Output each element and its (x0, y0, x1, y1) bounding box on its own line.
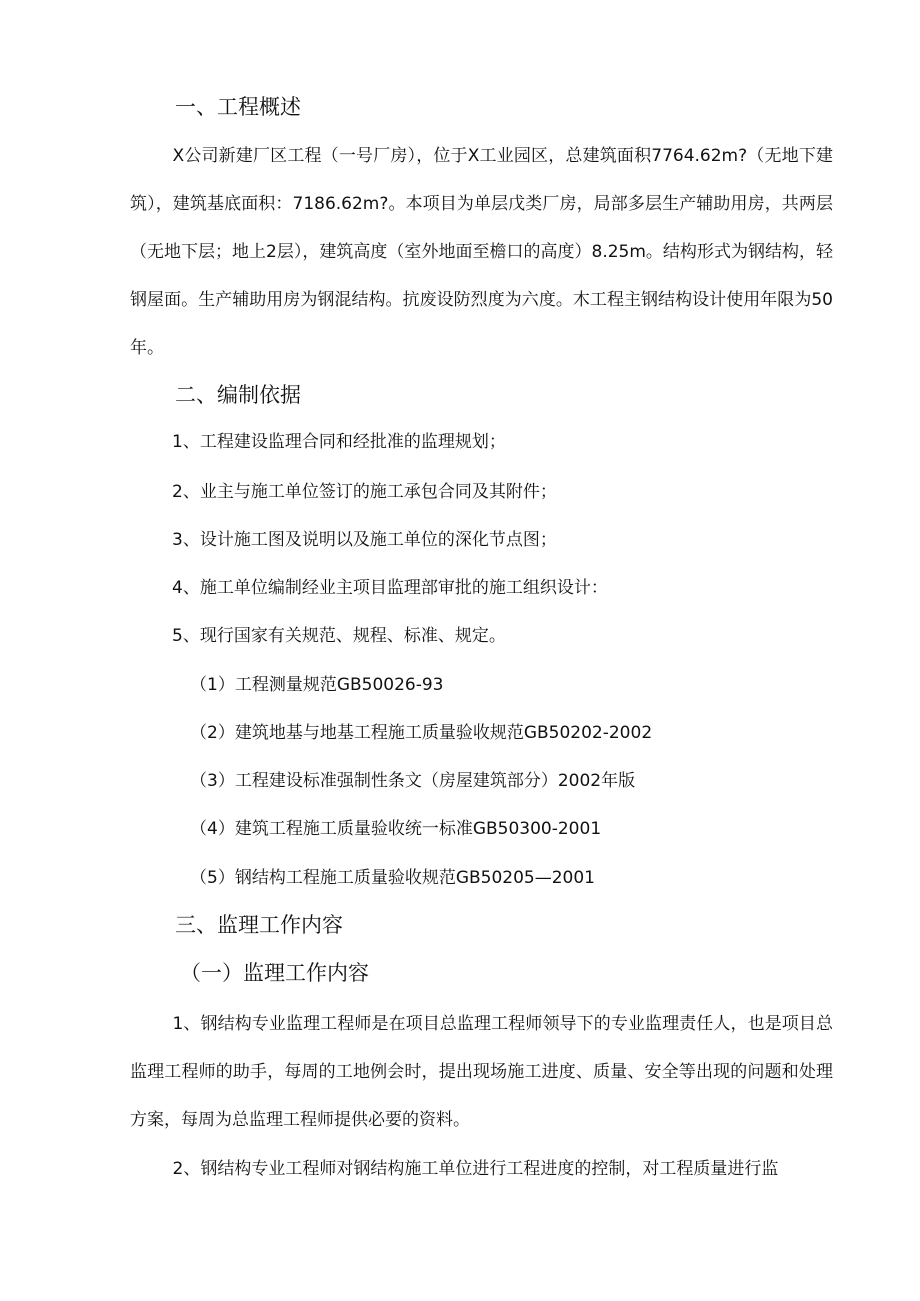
section-heading-basis: 二、编制依据 (175, 383, 301, 407)
standard-item: （1）工程测量规范GB50026-93 (190, 675, 444, 695)
basis-item: 3、设计施工图及说明以及施工单位的深化节点图； (172, 530, 557, 550)
basis-item: 4、施工单位编制经业主项目监理部审批的施工组织设计： (172, 578, 608, 598)
basis-item: 2、业主与施工单位签订的施工承包合同及其附件； (172, 482, 557, 502)
section-heading-supervision: 三、监理工作内容 (175, 913, 343, 937)
supervision-paragraph-1: 1、钢结构专业监理工程师是在项目总监理工程师领导下的专业监理责任人，也是项目总监理工程师的助手，每周的工地例会时，提出现场施工进度、质量、安全等出现的问题和处理方案，每周为总监理工程师提供必要的资料。 (130, 1014, 833, 1130)
standard-item: （3）工程建设标准强制性条文（房屋建筑部分）2002年版 (190, 771, 636, 791)
overview-paragraph: X公司新建厂区工程（一号厂房），位于X工业园区，总建筑面积7764.62m?（无地下建筑），建筑基底面积：7186.62m?。本项目为单层戊类厂房，局部多层生产辅助用房，共两层（无地下层；地上2层），建筑高度（室外地面至檐口的高度）8.25m。结构形式为钢结构，轻钢屋面。生产辅助用房为钢混结构。抗废设防烈度为六度。木工程主钢结构设计使用年限为50年。 (130, 146, 833, 358)
basis-item: 5、现行国家有关规范、规程、标准、规定。 (172, 626, 506, 646)
standard-item: （4）建筑工程施工质量验收统一标准GB50300-2001 (190, 819, 602, 839)
section-heading-overview: 一、工程概述 (175, 95, 301, 119)
basis-item: 1、工程建设监理合同和经批准的监理规划； (172, 432, 506, 452)
standard-item: （5）钢结构工程施工质量验收规范GB50205—2001 (190, 868, 595, 888)
supervision-paragraph-2: 2、钢结构专业工程师对钢结构施工单位进行工程进度的控制，对工程质量进行监 (172, 1159, 779, 1179)
subsection-heading: （一）监理工作内容 (180, 961, 369, 985)
standard-item: （2）建筑地基与地基工程施工质量验收规范GB50202-2002 (190, 723, 653, 743)
